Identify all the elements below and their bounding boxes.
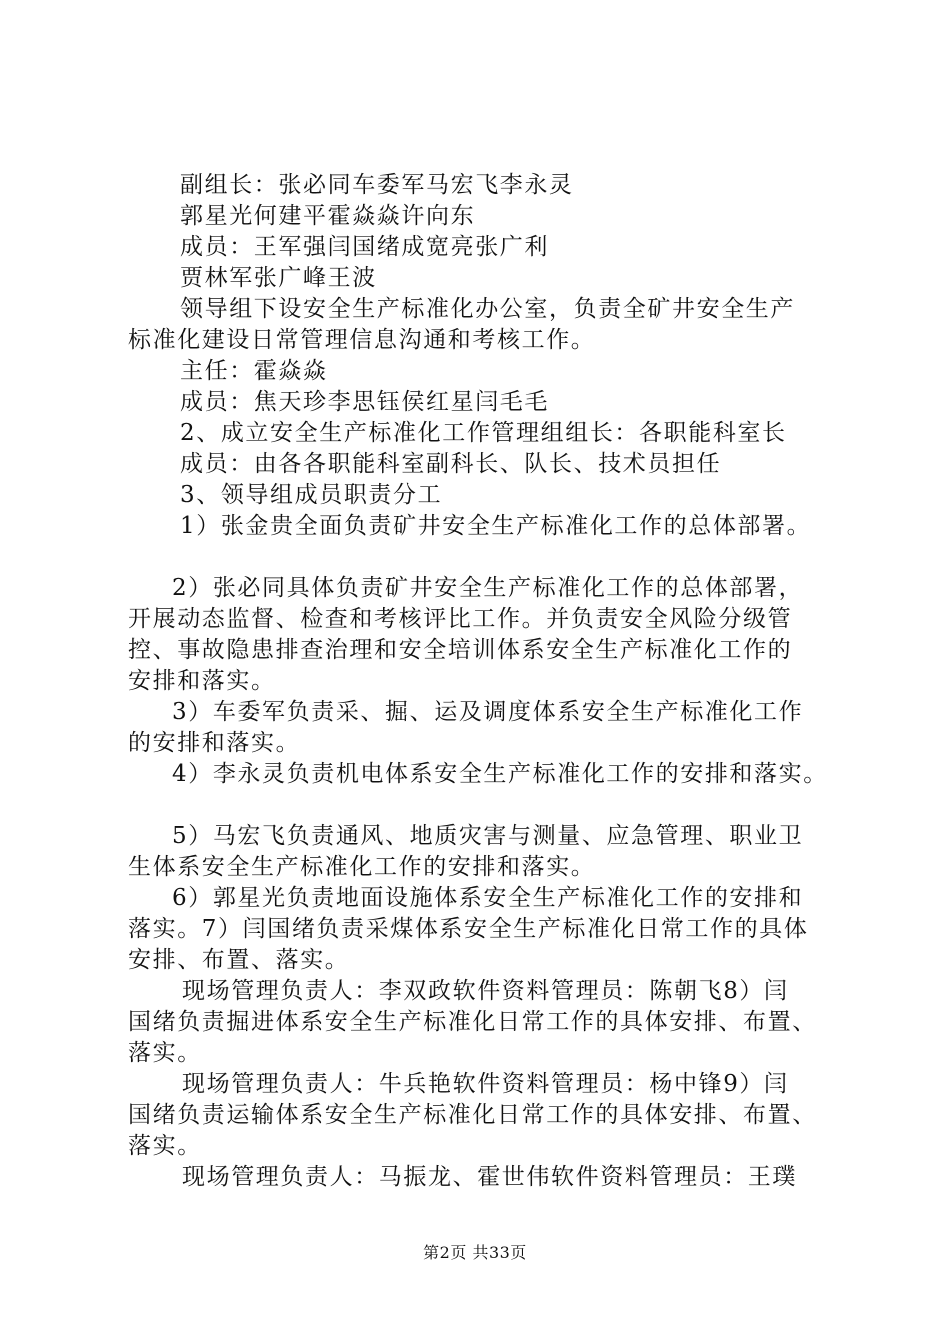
- paragraph-line: 主任：霍焱焱: [180, 358, 328, 384]
- paragraph-line: 成员：王军强闫国绪成宽亮张广利: [180, 234, 549, 260]
- paragraph-line: 2）张必同具体负责矿井安全生产标准化工作的总体部署，: [172, 575, 804, 601]
- paragraph-line: 安排和落实。: [128, 668, 276, 694]
- paragraph-line: 3）车委军负责采、掘、运及调度体系安全生产标准化工作: [172, 699, 804, 725]
- blank-line: [128, 542, 848, 573]
- paragraph-line: 的安排和落实。: [128, 730, 301, 756]
- paragraph-line: 5）马宏飞负责通风、地质灾害与测量、应急管理、职业卫: [172, 823, 804, 849]
- paragraph-line: 生体系安全生产标准化工作的安排和落实。: [128, 854, 596, 880]
- paragraph-line: 现场管理负责人：李双政软件资料管理员：陈朝飞8）闫: [182, 978, 789, 1004]
- paragraph-line: 落实。: [128, 1040, 202, 1066]
- page-number-footer: 第2页 共33页: [423, 1243, 527, 1262]
- paragraph-line: 领导组下设安全生产标准化办公室，负责全矿井安全生产: [180, 296, 795, 322]
- paragraph-line: 成员：焦天珍李思钰侯红星闫毛毛: [180, 389, 549, 415]
- paragraph-line: 落实。7）闫国绪负责采煤体系安全生产标准化日常工作的具体: [128, 916, 809, 942]
- document-body: [128, 170, 848, 1193]
- paragraph-line: 落实。: [128, 1133, 202, 1159]
- paragraph-line: 国绪负责掘进体系安全生产标准化日常工作的具体安排、布置、: [128, 1009, 817, 1035]
- paragraph-line: 贾林军张广峰王波: [180, 265, 377, 291]
- paragraph-line: 成员：由各各职能科室副科长、队长、技术员担任: [180, 451, 722, 477]
- paragraph-line: 国绪负责运输体系安全生产标准化日常工作的具体安排、布置、: [128, 1102, 817, 1128]
- paragraph-line: 郭星光何建平霍焱焱许向东: [180, 203, 476, 229]
- paragraph-line: 控、事故隐患排查治理和安全培训体系安全生产标准化工作的: [128, 637, 793, 663]
- paragraph-line: 现场管理负责人：牛兵艳软件资料管理员：杨中锋9）闫: [182, 1071, 789, 1097]
- paragraph-line: 2、成立安全生产标准化工作管理组组长：各职能科室长: [180, 420, 787, 446]
- paragraph-line: 3、领导组成员职责分工: [180, 482, 443, 508]
- blank-line: [128, 790, 848, 821]
- paragraph-line: 标准化建设日常管理信息沟通和考核工作。: [128, 327, 596, 353]
- paragraph-line: 开展动态监督、检查和考核评比工作。并负责安全风险分级管: [128, 606, 793, 632]
- paragraph-line: 4）李永灵负责机电体系安全生产标准化工作的安排和落实。: [172, 761, 828, 787]
- paragraph-line: 安排、布置、落实。: [128, 947, 350, 973]
- paragraph-line: 副组长：张必同车委军马宏飞李永灵: [180, 172, 574, 198]
- paragraph-line: 现场管理负责人：马振龙、霍世伟软件资料管理员：王璞: [182, 1164, 797, 1190]
- paragraph-line: 6）郭星光负责地面设施体系安全生产标准化工作的安排和: [172, 885, 804, 911]
- paragraph-line: 1）张金贵全面负责矿井安全生产标准化工作的总体部署。: [180, 513, 812, 539]
